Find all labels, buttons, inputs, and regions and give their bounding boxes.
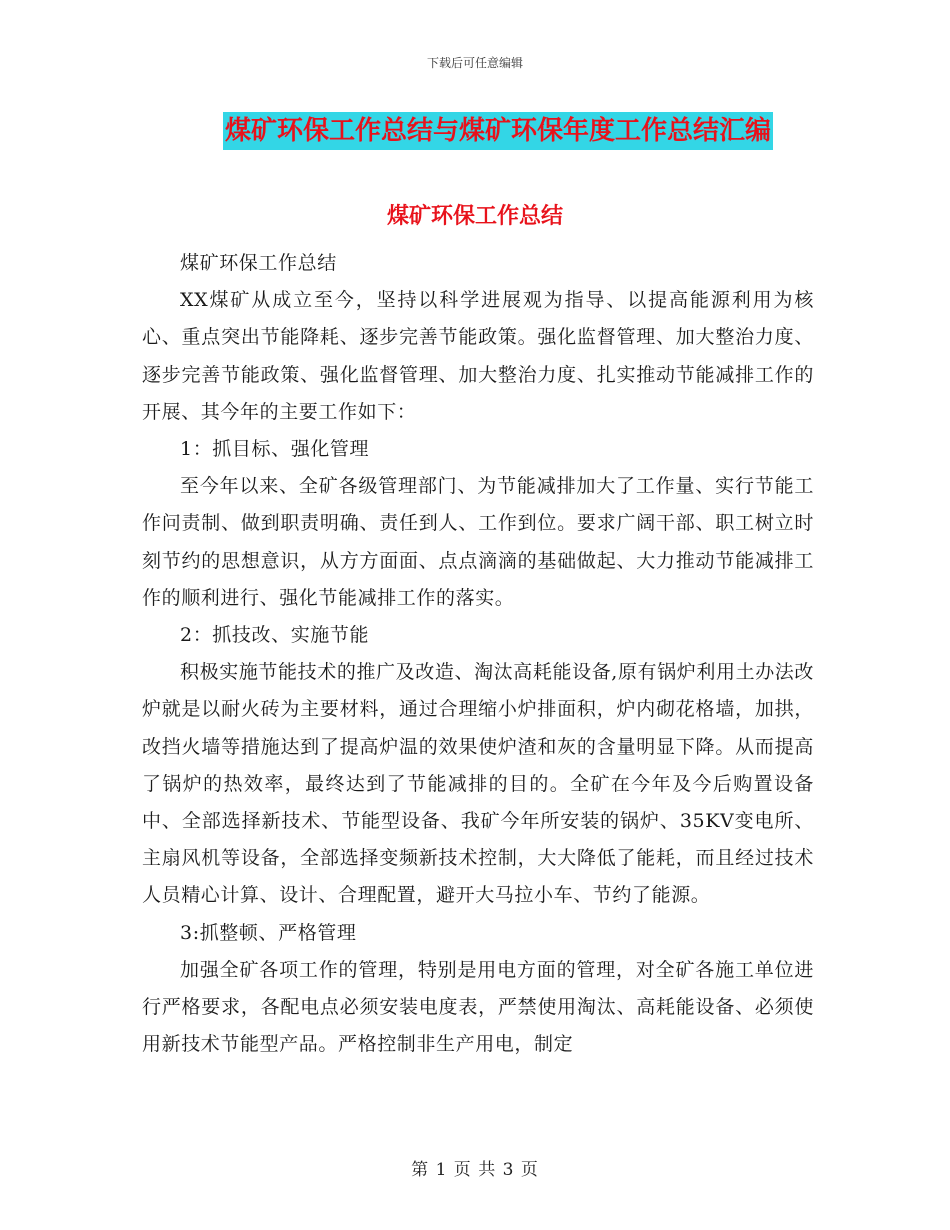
document-title-container — [0, 112, 950, 150]
section-title: 煤矿环保工作总结 — [386, 204, 563, 229]
paragraph-body-1: 至今年以来、全矿各级管理部门、为节能减排加大了工作量、实行节能工作问责制、做到职责明确、责任到人、工作到位。要求广阔干部、职工树立时刻节约的思想意识，从方方面面、点点滴滴的基础做起、大力推动节能减排工作的顺利进行、强化节能减排工作的落实。 — [142, 475, 814, 609]
page-number-footer: 第 1 页 共 3 页 — [411, 1160, 539, 1180]
paragraph-heading-3: 3:抓整顿、严格管理 — [180, 921, 357, 944]
paragraph-body-2: 积极实施节能技术的推广及改造、淘汰高耗能设备,原有锅炉利用土办法改炉就是以耐火砖为主要材料，通过合理缩小炉排面积，炉内砌花格墙，加拱，改挡火墙等措施达到了提高炉温的效果使炉渣和灰的含量明显下降。从而提高了锅炉的热效率，最终达到了节能减排的目的。全矿在今年及今后购置设备中、全部选择新技术、节能型设备、我矿今年所安装的锅炉、35KV变电所、主扇风机等设备，全部选择变频新技术控制，大大降低了能耗，而且经过技术人员精心计算、设计、合理配置，避开大马拉小车、节约了能源。 — [142, 661, 814, 907]
document-body — [142, 245, 814, 1063]
paragraph-subtitle: 煤矿环保工作总结 — [180, 252, 337, 274]
page-header-note: 下载后可任意编辑 — [426, 56, 523, 70]
document-title: 煤矿环保工作总结与煤矿环保年度工作总结汇编 — [223, 112, 773, 150]
paragraph-intro: XX煤矿从成立至今，坚持以科学进展观为指导、以提高能源利用为核心、重点突出节能降耗、逐步完善节能政策。强化监督管理、加大整治力度、逐步完善节能政策、强化监督管理、加大整治力度、扎实推动节能减排工作的开展、其今年的主要工作如下： — [142, 289, 814, 423]
paragraph-body-3: 加强全矿各项工作的管理，特别是用电方面的管理，对全矿各施工单位进行严格要求，各配电点必须安装电度表，严禁使用淘汰、高耗能设备、必须使用新技术节能型产品。严格控制非生产用电，制定 — [142, 958, 814, 1056]
paragraph-heading-1: 1：抓目标、强化管理 — [180, 438, 370, 461]
paragraph-heading-2: 2：抓技改、实施节能 — [180, 624, 370, 647]
